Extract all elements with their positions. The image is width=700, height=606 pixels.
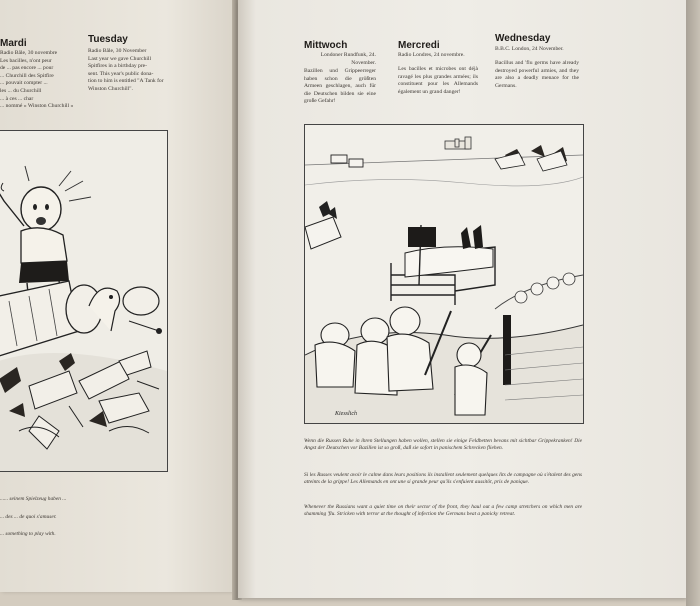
day-heading-tuesday: Tuesday [88, 34, 128, 45]
page-stack-edge [686, 0, 700, 606]
left-caption-french: ... des ... de quoi s'amuser. [0, 514, 57, 520]
left-caption-german: ...... seinem Spielzeug haben ... [0, 496, 67, 502]
text-line: de ... pas encore ... pour [0, 65, 54, 72]
text-line: ... à ces ... char [0, 95, 34, 102]
column-text-mardi [0, 50, 80, 111]
source-wednesday: B.B.C. London, 24 November. [495, 46, 564, 52]
column-text-wednesday: Bacillus and 'flu germs have already destroyed powerful armies, and they are also a deadly menace for the Germans. [495, 60, 579, 89]
text-line: Winston Churchill". [88, 85, 133, 92]
text-line: Radio Bâle, 30 novembre [0, 50, 58, 56]
right-caption-english: Whenever the Russians want a quiet time on their sector of the front, they haul out a few camp stretchers on which men are shamming 'flu. Stricken with terror at the thought of infection the Germans beat a panicky retreat. [304, 504, 582, 518]
cartoon-signature: Kiesslich [335, 411, 357, 417]
text-line: ... Churchill des Spitfire [0, 72, 54, 79]
right-cartoon [304, 124, 584, 424]
text-line: les ... du Churchill [0, 87, 42, 94]
right-caption-german: Wenn die Russen Ruhe in ihren Stellungen haben wollen, stellen sie einige Feldbetten bevans mit sichtbar Grippekranken! Die Angst der Deutschen vor Bazillen ist so groß, daß sie sofort in panischem Schrecken fliehen. [304, 438, 582, 452]
text-line: Last year we gave Churchill [88, 55, 152, 62]
column-text-mercredi: Les bacilles et microbes ont déjà ravagé les plus grandes armées; ils constituent pour les Allemands également un grand danger! [398, 66, 478, 95]
column-text-tuesday [88, 48, 180, 94]
source-mittwoch: Londoner Rundfunk, 24. November. [320, 52, 376, 66]
day-heading-mittwoch: Mittwoch [304, 40, 348, 51]
left-page [0, 0, 238, 592]
right-caption-french: Si les Russes veulent avoir le calme dans leurs positions ils installent seulement quelques lits de campagne où s'étalent des gens atteints de la grippe! Les Allemands en ont une si grande peur qu'ils s'enfuient aussitôt, pris de panique. [304, 472, 582, 486]
baby-with-toys-illustration [0, 131, 167, 471]
left-caption-english: ... something to play with. [0, 531, 56, 537]
text-line: Spitfires in a birthday pre- [88, 63, 148, 70]
left-cartoon [0, 130, 168, 472]
text-line: Les bacilles, n'ont peur [0, 57, 52, 64]
text-line: tion to him is entitled "A Tank for [88, 78, 164, 85]
right-page [238, 0, 686, 598]
text-line: sent. This year's public dona- [88, 70, 154, 77]
text-line: ... nommé « Winston Churchill » [0, 103, 74, 110]
text-line: ... pouvait compter ... [0, 80, 48, 87]
field-beds-cartoon-illustration [305, 125, 583, 423]
column-text-mittwoch: Bazillen und Grippeerreger haben schon die größten Armeen geschlagen, auch für die Deutschen bilden sie eine große Gefahr! [304, 68, 376, 105]
source-mercredi: Radio Londres, 24 novembre. [398, 52, 465, 58]
text-line: Radio Bâle, 30 November [88, 48, 147, 54]
day-heading-mardi: Mardi [0, 38, 27, 49]
day-heading-wednesday: Wednesday [495, 33, 551, 44]
day-heading-mercredi: Mercredi [398, 40, 440, 51]
